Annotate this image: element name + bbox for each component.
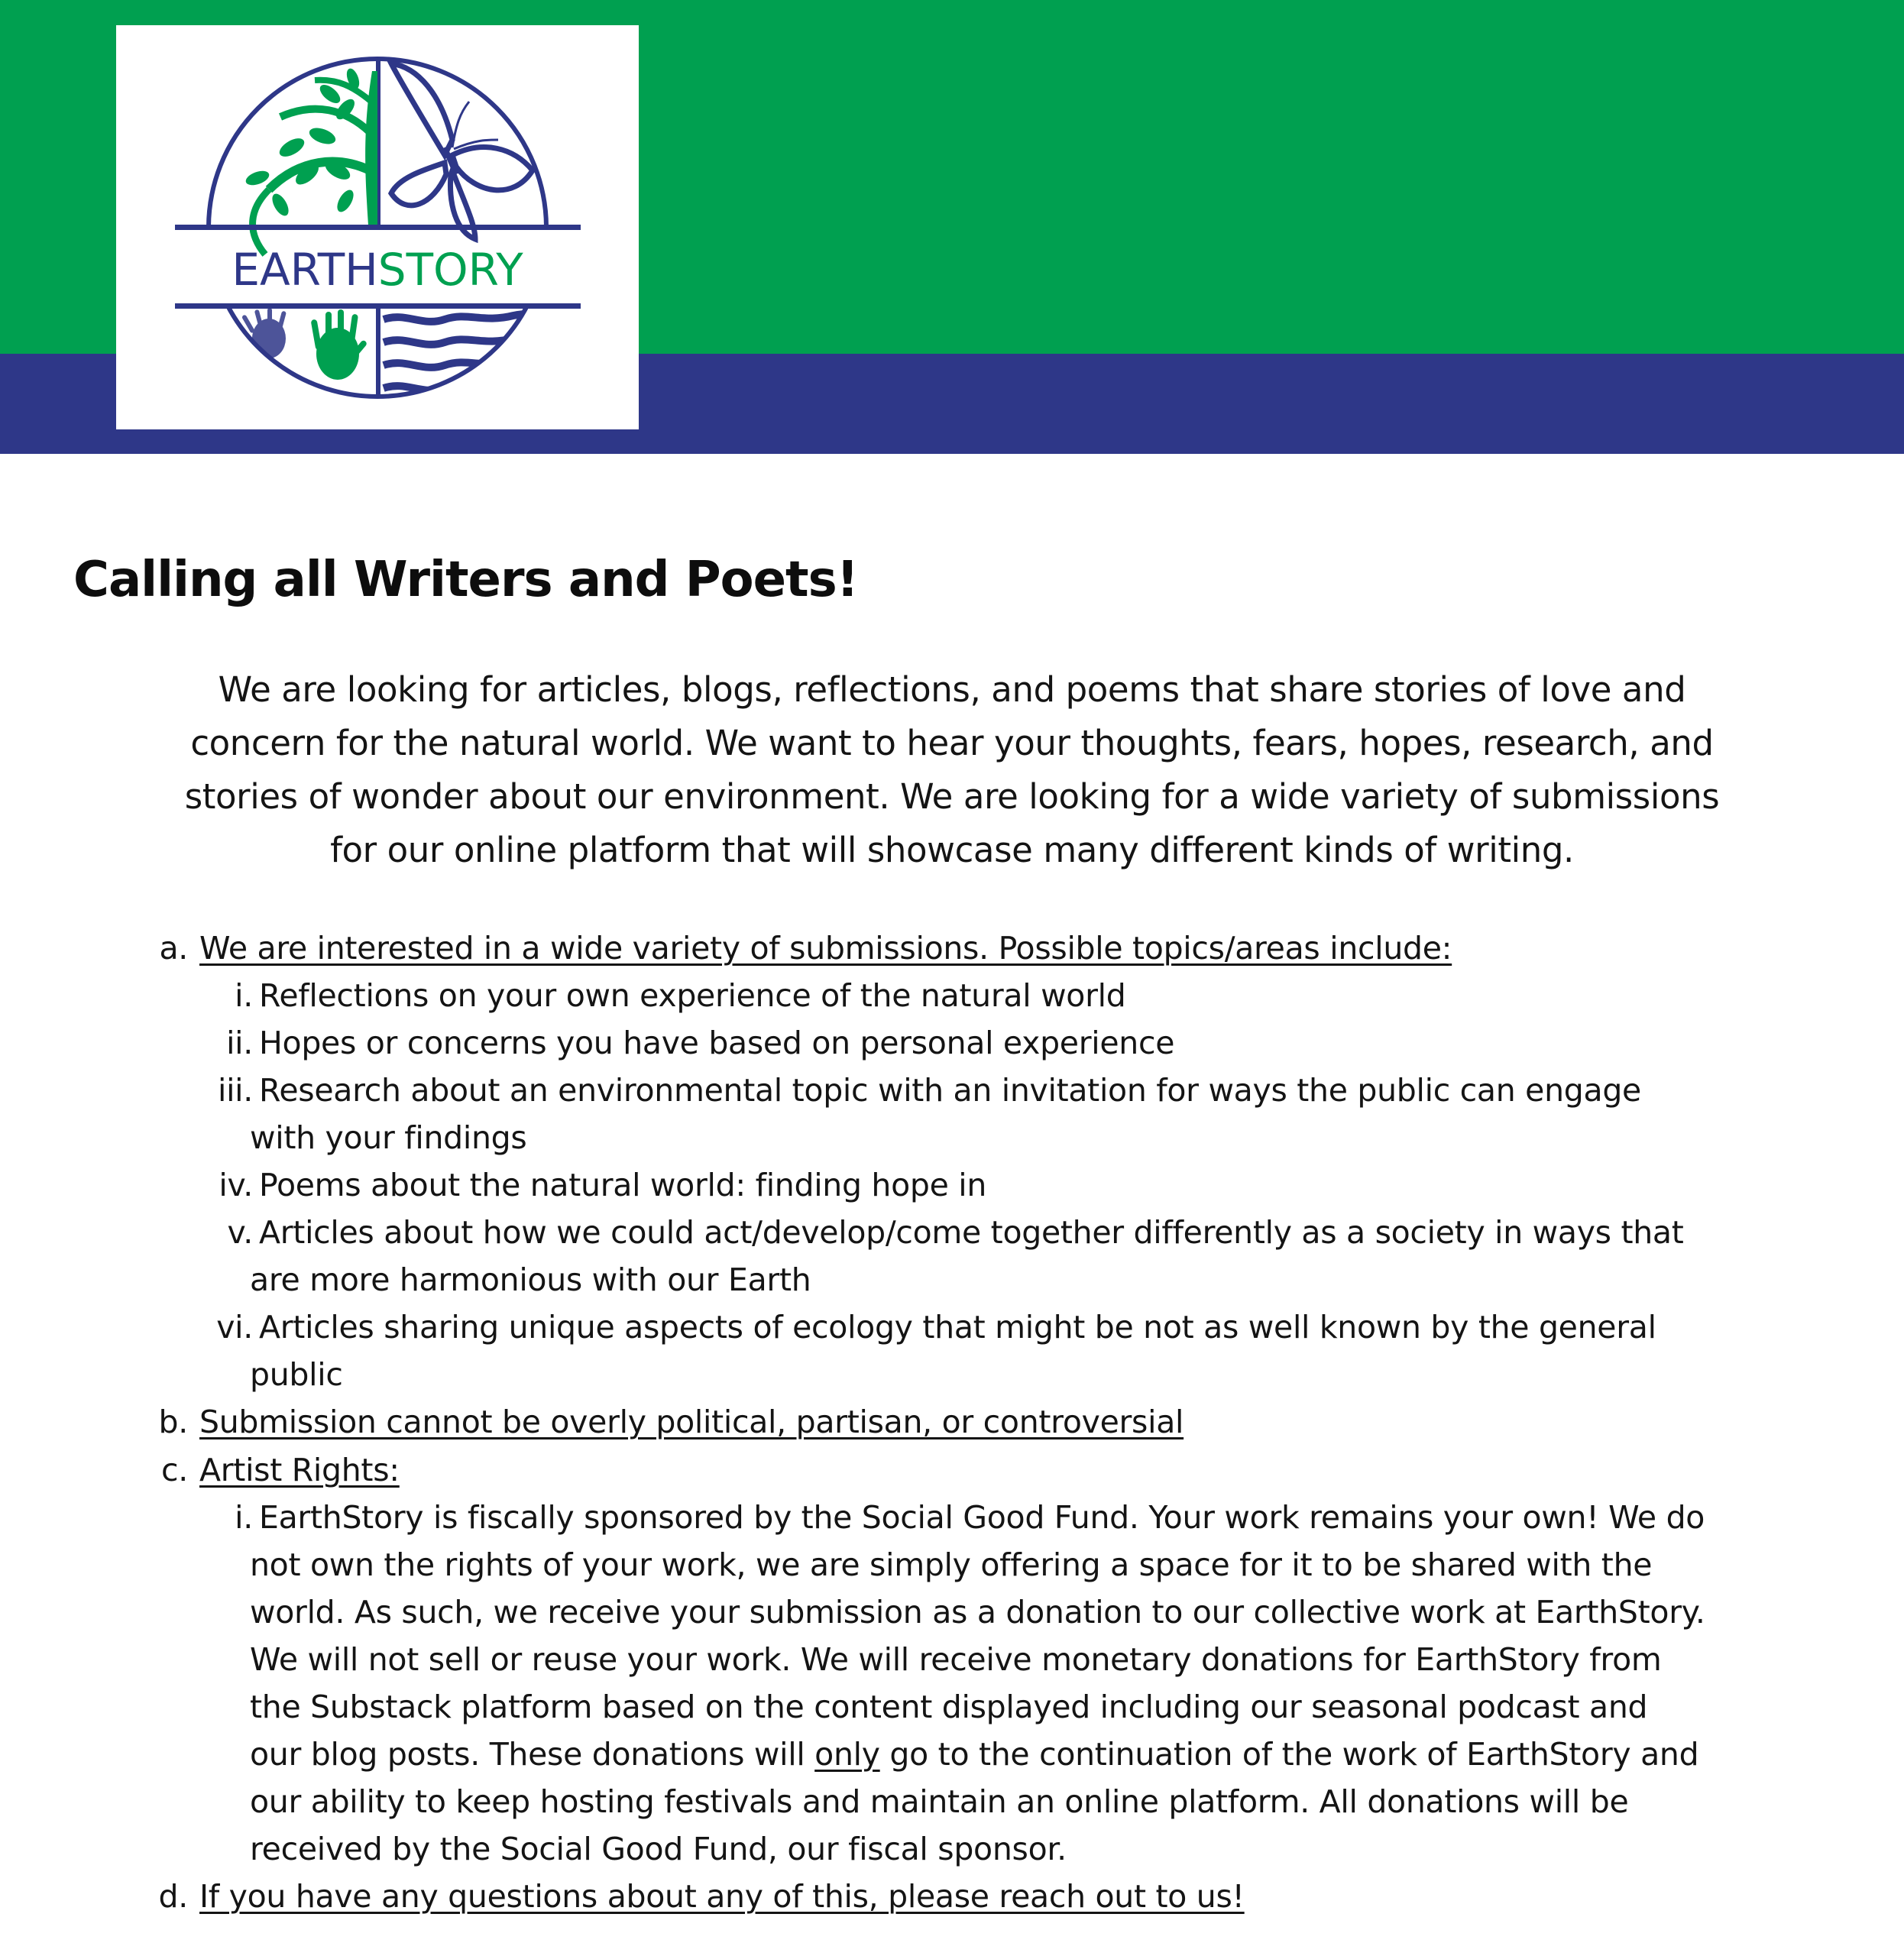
list-subitem-text bbox=[250, 1731, 1698, 1778]
list-subitem-text: world. As such, we receive your submission as a donation to our collective work at EarthStory. bbox=[250, 1593, 1705, 1631]
list-subitem bbox=[0, 1209, 1904, 1256]
list-subitem-text: We will not sell or reuse your work. We will receive monetary donations for EarthStory from bbox=[250, 1640, 1662, 1678]
logo-top-bar bbox=[175, 225, 581, 230]
intro-line: stories of wonder about our environment. We are looking for a wide variety of submissions bbox=[184, 776, 1720, 817]
list-subitem bbox=[0, 972, 1904, 1019]
list-subitem-continuation bbox=[0, 1683, 1904, 1731]
list-marker: i. bbox=[235, 977, 253, 1015]
logo-wordmark: EARTHSTORY bbox=[232, 244, 523, 296]
butterfly-icon bbox=[391, 63, 533, 239]
list-subitem bbox=[0, 1303, 1904, 1351]
list-subitem bbox=[0, 1067, 1904, 1114]
intro-line: We are looking for articles, blogs, reflections, and poems that share stories of love and bbox=[218, 669, 1686, 710]
list-marker: i. bbox=[235, 1498, 253, 1536]
list-subitem-continuation bbox=[0, 1588, 1904, 1636]
list-subitem-text: not own the rights of your work, we are simply offering a space for it to be shared with the bbox=[250, 1546, 1653, 1583]
list-subitem-continuation bbox=[0, 1541, 1904, 1588]
text-before-emphasis: our blog posts. These donations will bbox=[250, 1735, 815, 1773]
list-subitem-text: Articles sharing unique aspects of ecology that might be not as well known by the general bbox=[259, 1309, 1656, 1346]
list-subitem bbox=[0, 1019, 1904, 1067]
list-marker: a. bbox=[159, 930, 188, 967]
list-subitem-continuation bbox=[0, 1256, 1904, 1303]
intro-line: concern for the natural world. We want to hear your thoughts, fears, hopes, research, and bbox=[190, 723, 1714, 763]
text-after-emphasis: go to the continuation of the work of EarthStory and bbox=[879, 1735, 1699, 1773]
list-subitem bbox=[0, 1494, 1904, 1541]
list-subitem-text: with your findings bbox=[250, 1119, 527, 1157]
list-item-heading: We are interested in a wide variety of submissions. Possible topics/areas include: bbox=[199, 930, 1452, 967]
waves-icon bbox=[384, 314, 559, 390]
list-marker: b. bbox=[158, 1404, 188, 1441]
list-item-heading: If you have any questions about any of this, please reach out to us! bbox=[199, 1877, 1245, 1915]
list-subitem bbox=[0, 1161, 1904, 1209]
list-item-heading: Submission cannot be overly political, partisan, or controversial bbox=[199, 1404, 1184, 1441]
list-subitem-text: Research about an environmental topic with an invitation for ways the public can engage bbox=[259, 1072, 1641, 1109]
guidelines-list bbox=[0, 925, 1904, 1920]
list-item-b bbox=[0, 1398, 1904, 1446]
list-marker: vi. bbox=[216, 1309, 253, 1346]
earthstory-logo bbox=[116, 25, 639, 429]
list-subitem-text: the Substack platform based on the content displayed including our seasonal podcast and bbox=[250, 1688, 1648, 1725]
intro-line: for our online platform that will showcase many different kinds of writing. bbox=[330, 830, 1574, 870]
list-subitem-text: public bbox=[250, 1356, 343, 1394]
handprints-icon bbox=[241, 308, 368, 380]
list-subitem-continuation bbox=[0, 1825, 1904, 1873]
list-item-a bbox=[0, 925, 1904, 972]
list-item-heading: Artist Rights: bbox=[199, 1451, 400, 1488]
list-subitem-text: are more harmonious with our Earth bbox=[250, 1261, 811, 1299]
list-subitem-continuation bbox=[0, 1731, 1904, 1778]
intro-paragraph bbox=[0, 663, 1904, 877]
list-item-c bbox=[0, 1446, 1904, 1494]
list-subitem-text: Reflections on your own experience of the natural world bbox=[259, 977, 1126, 1015]
list-marker: d. bbox=[158, 1877, 188, 1915]
page-title: Calling all Writers and Poets! bbox=[73, 552, 858, 608]
list-marker: iii. bbox=[217, 1072, 253, 1109]
list-item-d bbox=[0, 1873, 1904, 1920]
emphasis-only: only bbox=[814, 1735, 880, 1773]
list-subitem-text: Hopes or concerns you have based on personal experience bbox=[259, 1025, 1175, 1062]
list-subitem-text: our ability to keep hosting festivals and maintain an online platform. All donations will be bbox=[250, 1783, 1629, 1820]
list-subitem-text: EarthStory is fiscally sponsored by the Social Good Fund. Your work remains your own! We do bbox=[259, 1498, 1705, 1536]
list-subitem-continuation bbox=[0, 1351, 1904, 1398]
list-subitem-continuation bbox=[0, 1636, 1904, 1683]
list-marker: v. bbox=[227, 1214, 253, 1252]
list-subitem-text: received by the Social Good Fund, our fiscal sponsor. bbox=[250, 1830, 1067, 1867]
list-marker: c. bbox=[161, 1451, 188, 1488]
logo-bottom-bar bbox=[175, 303, 581, 309]
list-subitem-text: Poems about the natural world: finding hope in bbox=[259, 1167, 987, 1204]
list-marker: iv. bbox=[219, 1167, 253, 1204]
list-marker: ii. bbox=[226, 1025, 253, 1062]
list-subitem-text: Articles about how we could act/develop/come together differently as a society in ways that bbox=[259, 1214, 1684, 1252]
list-subitem-continuation bbox=[0, 1778, 1904, 1825]
list-subitem-continuation bbox=[0, 1114, 1904, 1161]
